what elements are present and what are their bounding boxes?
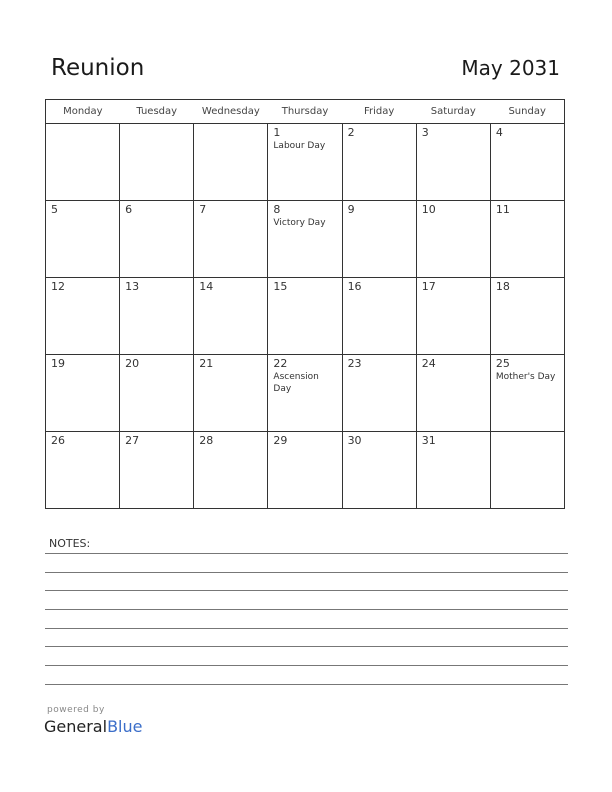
holiday-label <box>120 216 185 217</box>
holiday-label <box>194 216 259 217</box>
holiday-label <box>491 293 556 294</box>
holiday-label <box>194 370 259 371</box>
holiday-label: Ascension Day <box>273 372 319 394</box>
holiday-label <box>417 139 482 140</box>
holiday-label <box>46 216 111 217</box>
day-cell <box>46 278 120 355</box>
day-cell <box>490 124 564 201</box>
day-number: 26 <box>51 434 65 447</box>
day-cell <box>46 201 120 278</box>
holiday-label <box>120 447 185 448</box>
day-number: 3 <box>421 126 429 139</box>
day-cell <box>194 124 268 201</box>
day-cell <box>416 201 490 278</box>
day-number: 11 <box>495 203 510 216</box>
calendar-grid <box>45 99 565 509</box>
day-cell <box>416 278 490 355</box>
day-cell <box>342 278 416 355</box>
day-number: 16 <box>347 280 362 293</box>
week-row <box>46 124 565 201</box>
day-number: 7 <box>199 203 207 216</box>
day-cell <box>342 201 416 278</box>
holiday-label: Labour Day <box>273 141 326 151</box>
day-number: 10 <box>421 203 436 216</box>
day-number: 30 <box>347 434 362 447</box>
notes-line <box>45 553 568 554</box>
day-cell <box>120 124 194 201</box>
day-number: 23 <box>347 357 362 370</box>
holiday-label <box>491 216 556 217</box>
holiday-label <box>417 370 482 371</box>
powered-by-text: powered by <box>47 705 105 715</box>
holiday-label <box>46 126 111 127</box>
day-cell <box>46 432 120 509</box>
day-cell <box>268 201 342 278</box>
holiday-label <box>491 434 556 435</box>
day-cell <box>194 355 268 432</box>
day-number: 18 <box>495 280 510 293</box>
day-cell <box>342 355 416 432</box>
holiday-label <box>343 139 408 140</box>
day-number: 2 <box>347 126 355 139</box>
holiday-label <box>194 126 259 127</box>
weekday-sunday: Sunday <box>490 100 564 124</box>
day-number: 27 <box>125 434 140 447</box>
day-number: 5 <box>51 203 58 216</box>
day-cell <box>268 278 342 355</box>
day-cell <box>120 432 194 509</box>
holiday-label <box>343 216 408 217</box>
holiday-label <box>194 293 259 294</box>
day-number: 9 <box>347 203 355 216</box>
day-cell <box>490 201 564 278</box>
notes-line <box>45 609 568 610</box>
day-number: 22 <box>273 357 288 370</box>
notes-label: NOTES: <box>49 537 91 550</box>
day-number: 25 <box>495 357 510 370</box>
calendar-month: May 2031 <box>461 56 560 80</box>
notes-line <box>45 646 568 647</box>
weekday-tuesday: Tuesday <box>120 100 194 124</box>
day-cell <box>120 201 194 278</box>
day-cell <box>268 355 342 432</box>
weekday-thursday: Thursday <box>268 100 342 124</box>
weekday-wednesday: Wednesday <box>194 100 268 124</box>
day-number: 4 <box>495 126 503 139</box>
day-number: 8 <box>273 203 281 216</box>
holiday-label: Victory Day <box>273 218 326 228</box>
brand-logo <box>44 717 142 736</box>
holiday-label <box>417 293 482 294</box>
day-number: 15 <box>273 280 288 293</box>
day-number: 13 <box>125 280 140 293</box>
day-number: 19 <box>51 357 65 370</box>
calendar-title: Reunion <box>51 55 145 81</box>
week-row <box>46 355 565 432</box>
day-cell <box>120 278 194 355</box>
holiday-label <box>417 447 482 448</box>
day-number: 6 <box>125 203 133 216</box>
day-number: 29 <box>273 434 288 447</box>
notes-line <box>45 572 568 573</box>
day-cell <box>268 432 342 509</box>
day-number: 28 <box>199 434 214 447</box>
holiday-label <box>120 293 185 294</box>
holiday-label <box>491 139 556 140</box>
holiday-label <box>343 447 408 448</box>
holiday-label <box>417 216 482 217</box>
holiday-label <box>343 293 408 294</box>
holiday-label <box>120 370 185 371</box>
holiday-label <box>343 370 408 371</box>
day-number: 20 <box>125 357 140 370</box>
day-number: 21 <box>199 357 214 370</box>
day-number: 12 <box>51 280 65 293</box>
holiday-label <box>194 447 259 448</box>
brand-general-text: General <box>44 717 108 736</box>
holiday-label <box>268 293 333 294</box>
day-cell <box>490 355 564 432</box>
day-number: 24 <box>421 357 436 370</box>
weekday-header-row <box>46 100 565 124</box>
day-cell <box>416 124 490 201</box>
weekday-saturday: Saturday <box>416 100 490 124</box>
day-number: 14 <box>199 280 214 293</box>
week-row <box>46 201 565 278</box>
weekday-friday: Friday <box>342 100 416 124</box>
day-cell <box>46 124 120 201</box>
day-cell <box>194 278 268 355</box>
day-number: 31 <box>421 434 436 447</box>
day-cell <box>120 355 194 432</box>
day-cell <box>490 278 564 355</box>
holiday-label: Mother's Day <box>495 372 556 382</box>
day-cell <box>194 201 268 278</box>
brand-blue-text: Blue <box>107 717 143 736</box>
holiday-label <box>46 370 111 371</box>
day-cell <box>194 432 268 509</box>
day-cell <box>416 355 490 432</box>
holiday-label <box>120 126 185 127</box>
holiday-label <box>46 293 111 294</box>
day-cell <box>416 432 490 509</box>
week-row <box>46 278 565 355</box>
day-cell <box>342 432 416 509</box>
week-row <box>46 432 565 509</box>
day-cell <box>46 355 120 432</box>
weekday-monday: Monday <box>46 100 120 124</box>
notes-line <box>45 628 568 629</box>
notes-line <box>45 665 568 666</box>
holiday-label <box>46 447 111 448</box>
day-cell <box>342 124 416 201</box>
holiday-label <box>268 447 333 448</box>
day-number: 17 <box>421 280 436 293</box>
day-cell <box>490 432 564 509</box>
day-number: 1 <box>273 126 281 139</box>
notes-line <box>45 684 568 685</box>
notes-line <box>45 590 568 591</box>
day-cell <box>268 124 342 201</box>
